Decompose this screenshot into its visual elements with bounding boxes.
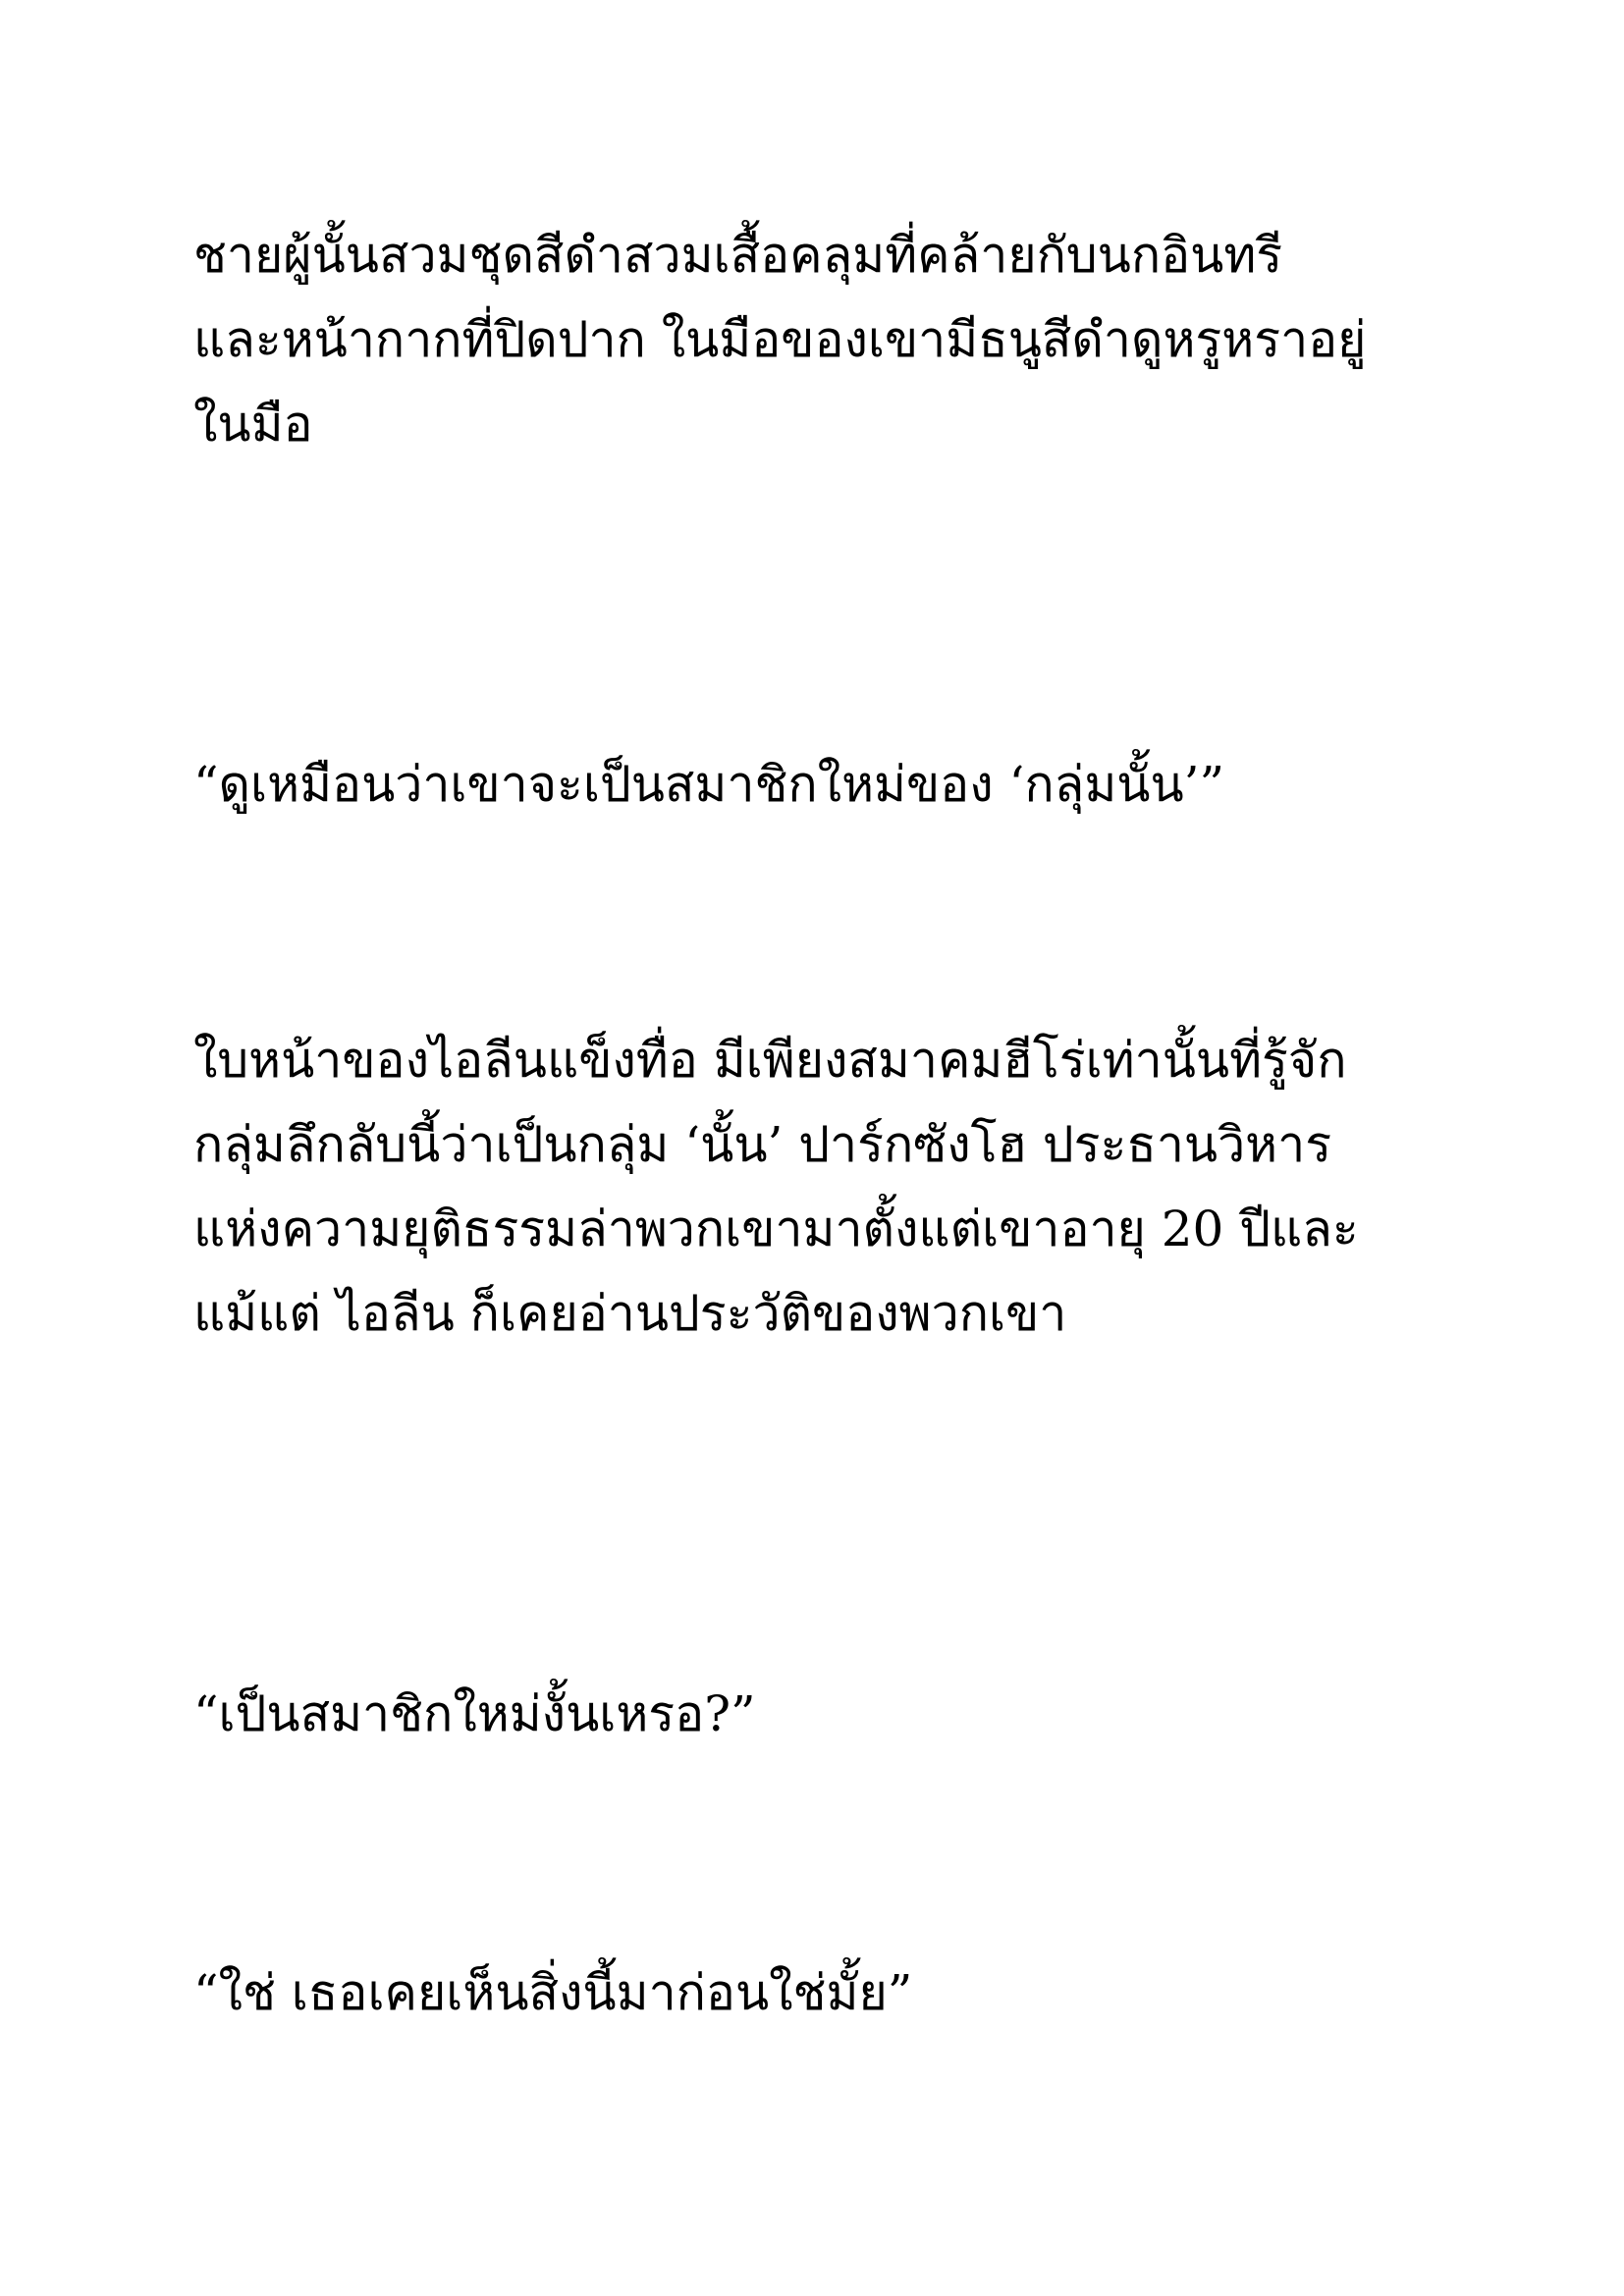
text-line: ในมือ: [193, 396, 313, 453]
text-line: “ดูเหมือนว่าเขาจะเป็นสมาชิกใหม่ของ ‘กลุ่มนั้น’”: [193, 756, 1225, 813]
text-line: ใบหน้าของไอลีนแข็งทื่อ มีเพียงสมาคมฮีโร่เท่านั้นที่รู้จัก: [193, 1032, 1347, 1089]
paragraph-narration-eileen: [193, 1018, 1470, 1356]
text-line: แห่งความยุติธรรมล่าพวกเขามาตั้งแต่เขาอายุ 20 ปีและ: [193, 1201, 1359, 1257]
text-line: แม้แต่ ไอลีน ก็เคยอ่านประวัติของพวกเขา: [193, 1285, 1067, 1342]
paragraph-dialogue-answer: [193, 1950, 1470, 2035]
paragraph-dialogue-new-member: [193, 742, 1470, 827]
text-line: กลุ่มลึกลับนี้ว่าเป็นกลุ่ม ‘นั้น’ ปาร์กซังโฮ ประธานวิหาร: [193, 1116, 1332, 1173]
text-line: ชายผู้นั้นสวมชุดสีดำสวมเสื้อคลุมที่คล้ายกับนกอินทรี: [193, 227, 1283, 284]
text-line: และหน้ากากที่ปิดปาก ในมือของเขามีธนูสีดำดูหรูหราอยู่: [193, 311, 1367, 368]
text-line: “เป็นสมาชิกใหม่งั้นเหรอ?”: [193, 1685, 756, 1742]
paragraph-narration-man-description: [193, 213, 1470, 466]
paragraph-dialogue-question: [193, 1672, 1470, 1756]
text-line: “ใช่ เธอเคยเห็นสิ่งนี้มาก่อนใช่มั้ย”: [193, 1964, 913, 2021]
